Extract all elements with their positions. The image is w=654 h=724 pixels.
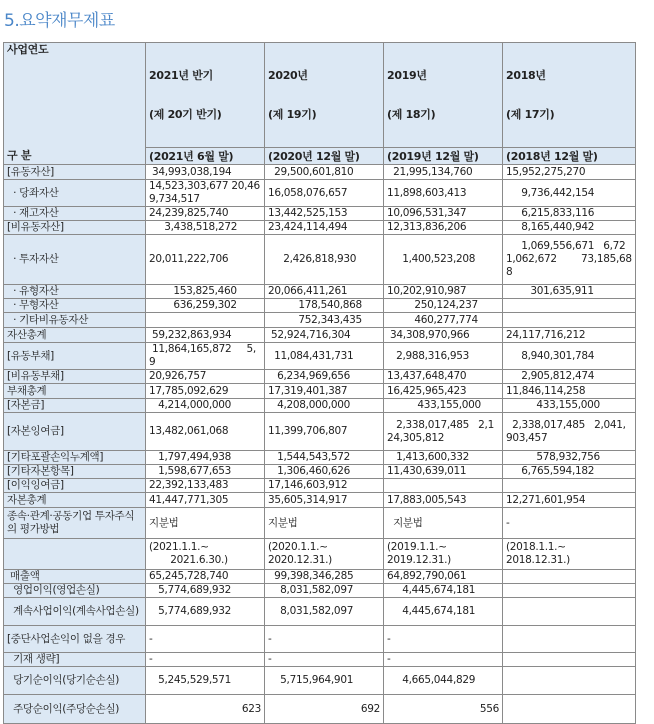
value-cell: 4,445,674,181 bbox=[384, 598, 503, 626]
value-cell: 64,892,790,061 bbox=[384, 570, 503, 584]
value-cell: 11,399,706,807 bbox=[265, 413, 384, 451]
value-cell: (2019.1.1.~ 2019.12.31.) bbox=[384, 539, 503, 570]
value-cell: 2,338,017,485 2,124,305,812 bbox=[384, 413, 503, 451]
value-cell: 8,940,301,784 bbox=[503, 343, 636, 370]
value-cell: 12,271,601,954 bbox=[503, 493, 636, 508]
period-year: 2021년 반기 bbox=[149, 69, 213, 82]
row-label: [중단사업손익이 없을 경우 bbox=[4, 626, 146, 653]
value-cell: 지분법 bbox=[146, 508, 265, 539]
period-term: (제 19기) bbox=[268, 108, 317, 121]
value-cell: 65,245,728,740 bbox=[146, 570, 265, 584]
value-cell: 4,665,044,829 bbox=[384, 667, 503, 695]
table-row bbox=[4, 413, 636, 451]
value-cell: 2,988,316,953 bbox=[384, 343, 503, 370]
value-cell: 1,598,677,653 bbox=[146, 465, 265, 479]
value-cell: 4,208,000,000 bbox=[265, 399, 384, 413]
table-row bbox=[4, 370, 636, 384]
value-cell: 34,993,038,194 bbox=[146, 165, 265, 180]
table-row bbox=[4, 465, 636, 479]
row-label: [자본잉여금] bbox=[4, 413, 146, 451]
value-cell: 1,797,494,938 bbox=[146, 451, 265, 465]
table-row bbox=[4, 539, 636, 570]
value-cell: 2,905,812,474 bbox=[503, 370, 636, 384]
value-cell: 지분법 bbox=[384, 508, 503, 539]
value-cell: 17,146,603,912 bbox=[265, 479, 384, 493]
value-cell: (2021.1.1.~ 2021.6.30.) bbox=[146, 539, 265, 570]
row-label: · 당좌자산 bbox=[4, 180, 146, 207]
value-cell: 1,306,460,626 bbox=[265, 465, 384, 479]
row-label: · 투자자산 bbox=[4, 235, 146, 285]
period-date: (2021년 6월 말) bbox=[146, 148, 265, 165]
table-row bbox=[4, 180, 636, 207]
table-row bbox=[4, 626, 636, 653]
value-cell: 153,825,460 bbox=[146, 285, 265, 299]
value-cell: 10,202,910,987 bbox=[384, 285, 503, 299]
row-label: [기타자본항목] bbox=[4, 465, 146, 479]
table-body bbox=[4, 165, 636, 724]
value-cell: 11,864,165,872 5,9 bbox=[146, 343, 265, 370]
value-cell bbox=[503, 598, 636, 626]
table-row bbox=[4, 165, 636, 180]
value-cell: 578,932,756 bbox=[503, 451, 636, 465]
value-cell: 433,155,000 bbox=[503, 399, 636, 413]
table-row bbox=[4, 695, 636, 724]
value-cell: 21,995,134,760 bbox=[384, 165, 503, 180]
value-cell: 17,883,005,543 bbox=[384, 493, 503, 508]
row-label: [비유동부채] bbox=[4, 370, 146, 384]
row-label: 부채총계 bbox=[4, 384, 146, 399]
row-label: 자본총계 bbox=[4, 493, 146, 508]
value-cell: (2020.1.1.~ 2020.12.31.) bbox=[265, 539, 384, 570]
period-year: 2020년 bbox=[268, 69, 308, 82]
value-cell: 2,426,818,930 bbox=[265, 235, 384, 285]
row-label: 계속사업이익(계속사업손실) bbox=[4, 598, 146, 626]
table-row bbox=[4, 570, 636, 584]
value-cell: 5,245,529,571 bbox=[146, 667, 265, 695]
value-cell: (2018.1.1.~ 2018.12.31.) bbox=[503, 539, 636, 570]
value-cell: - bbox=[384, 626, 503, 653]
value-cell: 6,215,833,116 bbox=[503, 207, 636, 221]
value-cell: 29,500,601,810 bbox=[265, 165, 384, 180]
period-term: (제 18기) bbox=[387, 108, 436, 121]
value-cell bbox=[503, 299, 636, 313]
value-cell: 1,413,600,332 bbox=[384, 451, 503, 465]
value-cell: 16,425,965,423 bbox=[384, 384, 503, 399]
value-cell: 301,635,911 bbox=[503, 285, 636, 299]
table-row bbox=[4, 451, 636, 465]
value-cell: - bbox=[384, 653, 503, 667]
row-label: 종속·관계·공동기업 투자주식의 평가방법 bbox=[4, 508, 146, 539]
period-term: (제 20기 반기) bbox=[149, 108, 222, 121]
value-cell: 1,544,543,572 bbox=[265, 451, 384, 465]
value-cell: 20,011,222,706 bbox=[146, 235, 265, 285]
value-cell: 13,437,648,470 bbox=[384, 370, 503, 384]
row-label: 영업이익(영업손실) bbox=[4, 584, 146, 598]
value-cell: 1,069,556,671 6,721,062,672 73,185,688 bbox=[503, 235, 636, 285]
row-label bbox=[4, 539, 146, 570]
row-label: [유동자산] bbox=[4, 165, 146, 180]
value-cell: 6,234,969,656 bbox=[265, 370, 384, 384]
value-cell: 4,214,000,000 bbox=[146, 399, 265, 413]
value-cell: 6,765,594,182 bbox=[503, 465, 636, 479]
value-cell: 11,084,431,731 bbox=[265, 343, 384, 370]
value-cell: 14,523,303,677 20,469,734,517 bbox=[146, 180, 265, 207]
value-cell: - bbox=[265, 653, 384, 667]
value-cell: 11,846,114,258 bbox=[503, 384, 636, 399]
table-row bbox=[4, 598, 636, 626]
table-row bbox=[4, 343, 636, 370]
value-cell: 52,924,716,304 bbox=[265, 328, 384, 343]
value-cell: 13,482,061,068 bbox=[146, 413, 265, 451]
value-cell: 2,338,017,485 2,041,903,457 bbox=[503, 413, 636, 451]
table-row bbox=[4, 207, 636, 221]
value-cell: 8,031,582,097 bbox=[265, 598, 384, 626]
value-cell: 8,165,440,942 bbox=[503, 221, 636, 235]
value-cell: 623 bbox=[146, 695, 265, 724]
row-label: [비유동자산] bbox=[4, 221, 146, 235]
period-date: (2018년 12월 말) bbox=[503, 148, 636, 165]
value-cell: 17,785,092,629 bbox=[146, 384, 265, 399]
table-row bbox=[4, 285, 636, 299]
value-cell: 24,117,716,212 bbox=[503, 328, 636, 343]
row-label: · 무형자산 bbox=[4, 299, 146, 313]
period-term: (제 17기) bbox=[506, 108, 555, 121]
value-cell: 12,313,836,206 bbox=[384, 221, 503, 235]
period-date: (2020년 12월 말) bbox=[265, 148, 384, 165]
row-label: 당기순이익(당기순손실) bbox=[4, 667, 146, 695]
table-row bbox=[4, 221, 636, 235]
value-cell bbox=[503, 667, 636, 695]
table-row bbox=[4, 328, 636, 343]
value-cell bbox=[503, 479, 636, 493]
value-cell: 22,392,133,483 bbox=[146, 479, 265, 493]
value-cell: 178,540,868 bbox=[265, 299, 384, 313]
table-row bbox=[4, 235, 636, 285]
table-row bbox=[4, 479, 636, 493]
row-label: [유동부채] bbox=[4, 343, 146, 370]
table-row bbox=[4, 653, 636, 667]
header-period-4 bbox=[503, 43, 636, 148]
value-cell: 11,898,603,413 bbox=[384, 180, 503, 207]
table-row bbox=[4, 508, 636, 539]
value-cell: 20,926,757 bbox=[146, 370, 265, 384]
value-cell: 35,605,314,917 bbox=[265, 493, 384, 508]
value-cell: 23,424,114,494 bbox=[265, 221, 384, 235]
table-row bbox=[4, 399, 636, 413]
value-cell: 250,124,237 bbox=[384, 299, 503, 313]
summary-financial-table bbox=[3, 42, 636, 724]
table-row bbox=[4, 299, 636, 313]
value-cell bbox=[503, 695, 636, 724]
table-row bbox=[4, 667, 636, 695]
value-cell: 17,319,401,387 bbox=[265, 384, 384, 399]
value-cell bbox=[384, 479, 503, 493]
period-year: 2018년 bbox=[506, 69, 546, 82]
value-cell: - bbox=[146, 653, 265, 667]
value-cell bbox=[503, 313, 636, 328]
row-label: 자산총계 bbox=[4, 328, 146, 343]
value-cell: 9,736,442,154 bbox=[503, 180, 636, 207]
table-row bbox=[4, 384, 636, 399]
value-cell: 8,031,582,097 bbox=[265, 584, 384, 598]
period-date: (2019년 12월 말) bbox=[384, 148, 503, 165]
row-label: · 유형자산 bbox=[4, 285, 146, 299]
value-cell: - bbox=[265, 626, 384, 653]
value-cell: 13,442,525,153 bbox=[265, 207, 384, 221]
value-cell: 15,952,275,270 bbox=[503, 165, 636, 180]
row-label: 주당순이익(주당순손실) bbox=[4, 695, 146, 724]
value-cell: 41,447,771,305 bbox=[146, 493, 265, 508]
value-cell: 16,058,076,657 bbox=[265, 180, 384, 207]
value-cell bbox=[503, 626, 636, 653]
value-cell: 99,398,346,285 bbox=[265, 570, 384, 584]
row-label: · 기타비유동자산 bbox=[4, 313, 146, 328]
value-cell bbox=[146, 313, 265, 328]
table-row bbox=[4, 584, 636, 598]
page-title: 5.요약재무제표 bbox=[4, 11, 115, 31]
value-cell bbox=[503, 570, 636, 584]
value-cell: 1,400,523,208 bbox=[384, 235, 503, 285]
value-cell: 지분법 bbox=[265, 508, 384, 539]
table-row bbox=[4, 313, 636, 328]
row-label: [이익잉여금] bbox=[4, 479, 146, 493]
value-cell: 433,155,000 bbox=[384, 399, 503, 413]
row-label: [기타포괄손익누계액] bbox=[4, 451, 146, 465]
value-cell: - bbox=[503, 508, 636, 539]
row-label: 매출액 bbox=[4, 570, 146, 584]
header-period-3 bbox=[384, 43, 503, 148]
value-cell: 636,259,302 bbox=[146, 299, 265, 313]
value-cell bbox=[503, 653, 636, 667]
row-label: · 재고자산 bbox=[4, 207, 146, 221]
value-cell: 24,239,825,740 bbox=[146, 207, 265, 221]
value-cell: 460,277,774 bbox=[384, 313, 503, 328]
value-cell: 556 bbox=[384, 695, 503, 724]
row-label: 기재 생략] bbox=[4, 653, 146, 667]
value-cell: - bbox=[146, 626, 265, 653]
header-period-2 bbox=[265, 43, 384, 148]
value-cell: 3,438,518,272 bbox=[146, 221, 265, 235]
value-cell: 5,774,689,932 bbox=[146, 584, 265, 598]
value-cell: 10,096,531,347 bbox=[384, 207, 503, 221]
period-year: 2019년 bbox=[387, 69, 427, 82]
value-cell: 11,430,639,011 bbox=[384, 465, 503, 479]
value-cell: 59,232,863,934 bbox=[146, 328, 265, 343]
value-cell: 5,774,689,932 bbox=[146, 598, 265, 626]
table-row bbox=[4, 493, 636, 508]
value-cell: 4,445,674,181 bbox=[384, 584, 503, 598]
row-label: [자본금] bbox=[4, 399, 146, 413]
value-cell: 20,066,411,261 bbox=[265, 285, 384, 299]
header-period-1 bbox=[146, 43, 265, 148]
value-cell bbox=[503, 584, 636, 598]
header-corner-category: 구 분 bbox=[4, 148, 146, 165]
value-cell: 692 bbox=[265, 695, 384, 724]
header-corner-fiscal-year: 사업연도 bbox=[4, 43, 146, 148]
value-cell: 752,343,435 bbox=[265, 313, 384, 328]
value-cell: 34,308,970,966 bbox=[384, 328, 503, 343]
value-cell: 5,715,964,901 bbox=[265, 667, 384, 695]
